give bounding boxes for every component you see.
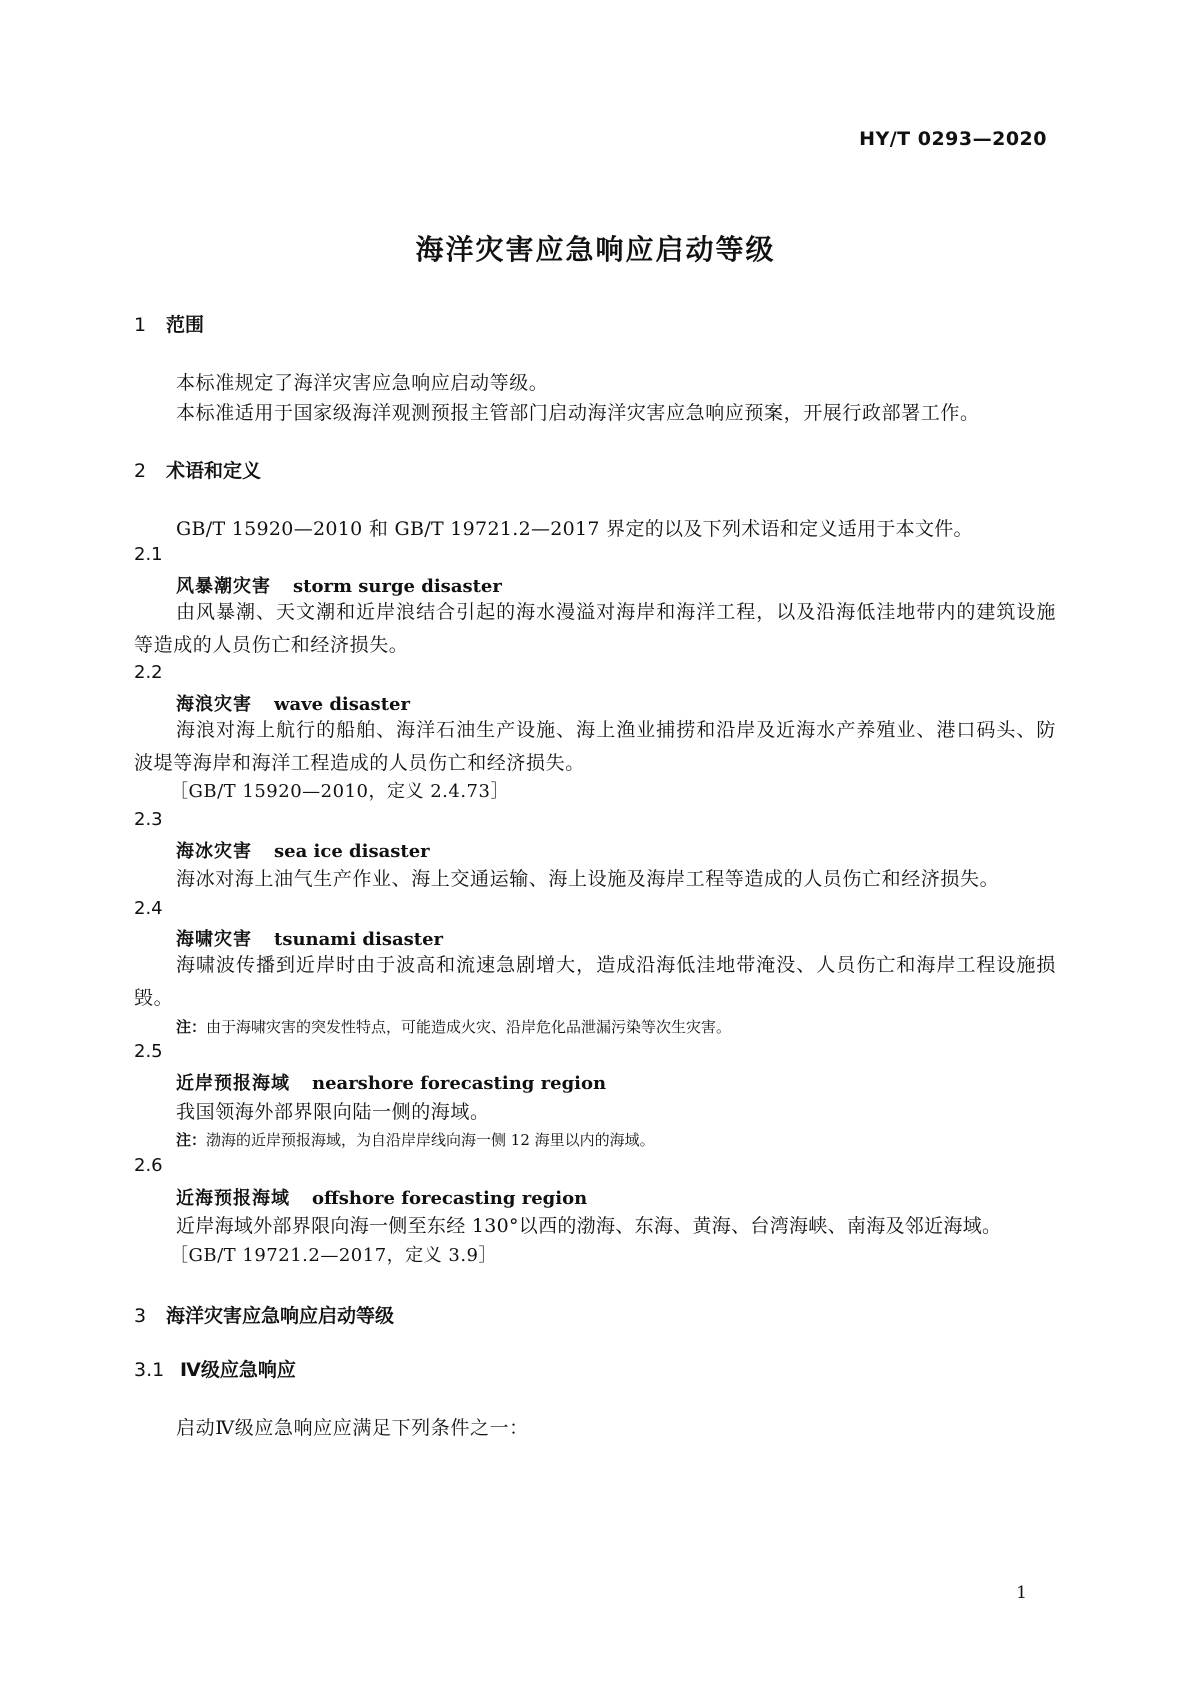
section-number: 2 xyxy=(134,460,147,482)
term-chinese: 海冰灾害 xyxy=(176,841,252,862)
section-title: 范围 xyxy=(166,314,205,336)
term-entry xyxy=(176,690,410,716)
definition: 海啸波传播到近岸时由于波高和流速急剧增大，造成沿海低洼地带淹没、人员伤亡和海岸工程设施损毁。 xyxy=(134,954,1056,1009)
standard-number: HY/T 0293—2020 xyxy=(859,128,1047,150)
clause-number: 2.1 xyxy=(134,544,163,565)
page-number: 1 xyxy=(1016,1583,1027,1603)
definition: 近岸海域外部界限向海一侧至东经 130°以西的渤海、东海、黄海、台湾海峡、南海及邻近海域。 xyxy=(176,1215,1002,1237)
clause-number: 2.3 xyxy=(134,809,163,830)
term-chinese: 近岸预报海域 xyxy=(176,1073,290,1094)
section-title: 海洋灾害应急响应启动等级 xyxy=(166,1305,395,1327)
term-entry xyxy=(176,1069,606,1095)
subsection-3-1-heading xyxy=(134,1355,296,1382)
term-entry xyxy=(176,572,502,598)
term-chinese: 风暴潮灾害 xyxy=(176,576,271,597)
term-entry xyxy=(176,837,430,863)
term-english: sea ice disaster xyxy=(274,841,430,862)
note-text: 由于海啸灾害的突发性特点，可能造成火灾、沿岸危化品泄漏污染等次生灾害。 xyxy=(206,1018,732,1036)
clause-number: 2.6 xyxy=(134,1155,163,1176)
clause-number: 2.2 xyxy=(134,662,163,683)
section-3-heading xyxy=(134,1301,394,1328)
term-chinese: 近海预报海域 xyxy=(176,1188,290,1209)
definition: 海冰对海上油气生产作业、海上交通运输、海上设施及海岸工程等造成的人员伤亡和经济损失。 xyxy=(176,868,1000,890)
clause-number: 2.4 xyxy=(134,898,163,919)
source-citation: ［GB/T 15920—2010，定义 2.4.73］ xyxy=(170,781,509,802)
term-english: offshore forecasting region xyxy=(312,1188,588,1209)
term-english: storm surge disaster xyxy=(293,576,502,597)
document-title: 海洋灾害应急响应启动等级 xyxy=(415,233,776,266)
section-2-heading xyxy=(134,456,261,483)
source-citation: ［GB/T 19721.2—2017，定义 3.9］ xyxy=(170,1245,497,1266)
definition: 海浪对海上航行的船舶、海洋石油生产设施、海上渔业捕捞和沿岸及近海水产养殖业、港口码头、防波堤等海岸和海洋工程造成的人员伤亡和经济损失。 xyxy=(134,719,1056,774)
term-english: wave disaster xyxy=(274,694,410,715)
note xyxy=(176,1129,655,1150)
term-entry xyxy=(176,1184,587,1210)
term-chinese: 海啸灾害 xyxy=(176,929,252,950)
subsection-number: 3.1 xyxy=(134,1359,165,1381)
term-entry xyxy=(176,925,443,951)
section-number: 1 xyxy=(134,314,147,336)
note-label: 注： xyxy=(176,1018,207,1036)
subsection-title: Ⅳ级应急响应 xyxy=(180,1359,296,1381)
note-label: 注： xyxy=(176,1131,207,1149)
clause-number: 2.5 xyxy=(134,1041,163,1062)
note-text: 渤海的近岸预报海域，为自沿岸岸线向海一侧 12 海里以内的海域。 xyxy=(206,1131,655,1149)
paragraph: 本标准规定了海洋灾害应急响应启动等级。 xyxy=(176,372,549,394)
paragraph: 启动Ⅳ级应急响应应满足下列条件之一： xyxy=(176,1417,529,1439)
note xyxy=(176,1016,731,1037)
section-title: 术语和定义 xyxy=(166,460,262,482)
section-1-heading xyxy=(134,310,204,337)
definition: 由风暴潮、天文潮和近岸浪结合引起的海水漫溢对海岸和海洋工程，以及沿海低洼地带内的建筑设施等造成的人员伤亡和经济损失。 xyxy=(134,601,1056,656)
term-chinese: 海浪灾害 xyxy=(176,694,252,715)
term-english: nearshore forecasting region xyxy=(312,1073,607,1094)
definition: 我国领海外部界限向陆一侧的海域。 xyxy=(176,1101,490,1123)
paragraph: 本标准适用于国家级海洋观测预报主管部门启动海洋灾害应急响应预案，开展行政部署工作。 xyxy=(176,402,980,424)
paragraph: GB/T 15920—2010 和 GB/T 19721.2—2017 界定的以及下列术语和定义适用于本文件。 xyxy=(176,518,973,540)
term-english: tsunami disaster xyxy=(274,929,444,950)
section-number: 3 xyxy=(134,1305,147,1327)
